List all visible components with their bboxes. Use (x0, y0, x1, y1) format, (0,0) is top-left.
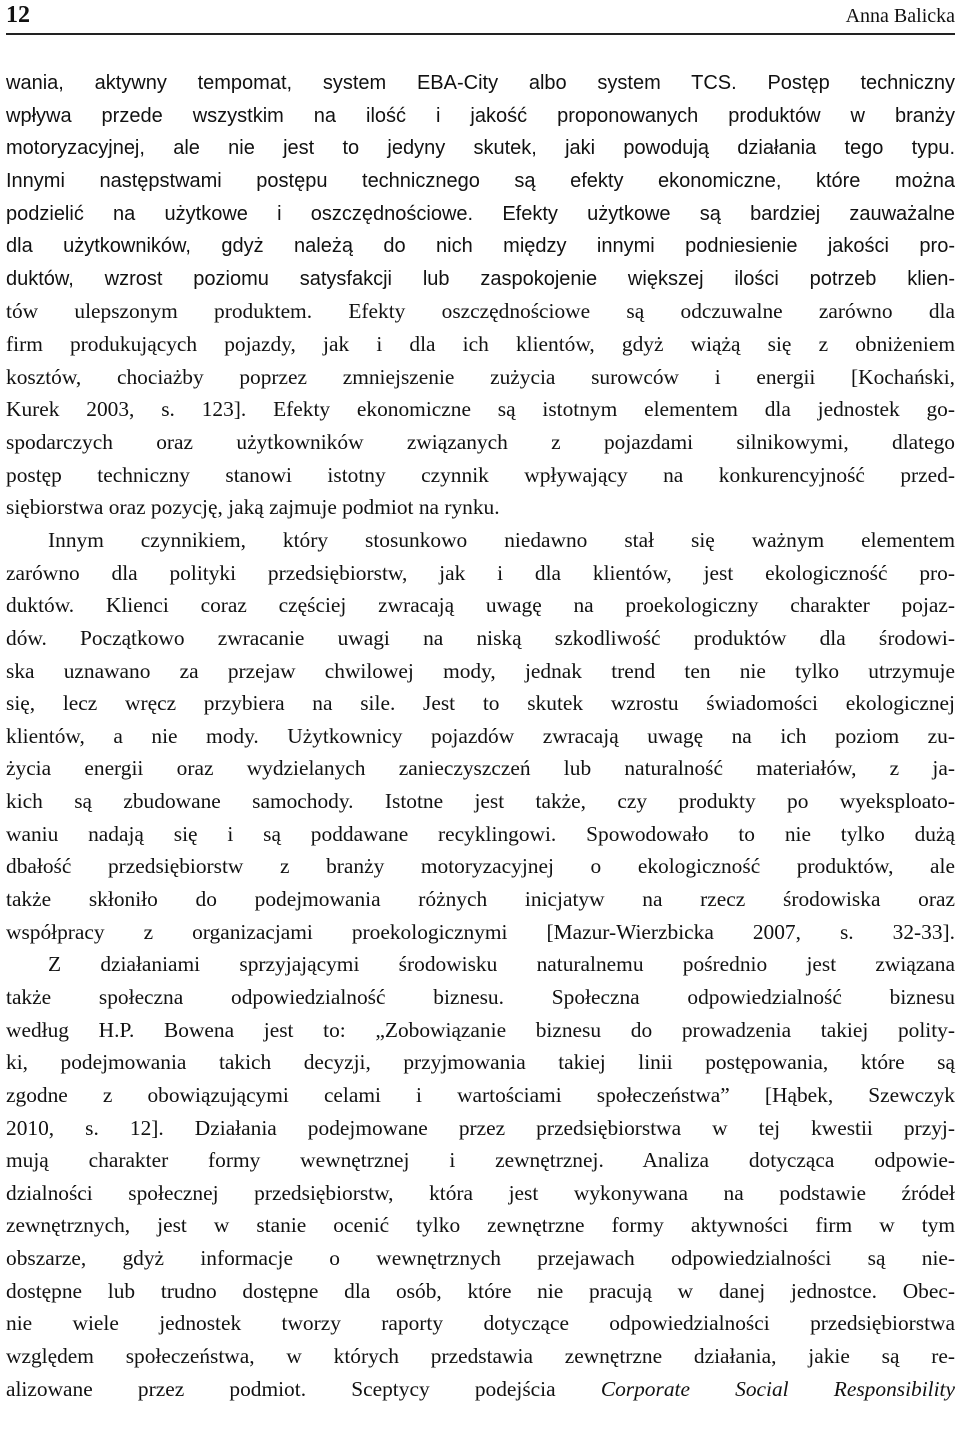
text-line (6, 328, 955, 361)
text-line (6, 589, 955, 622)
text-line (6, 1373, 955, 1406)
text-line-content: zgodne z obowiązującymi celami i wartościami społeczeństwa” [Hąbek, Szewczyk (6, 1082, 955, 1107)
text-line (6, 165, 955, 198)
body-text (6, 67, 955, 1405)
text-line-content: według H.P. Bowena jest to: „Zobowiązanie biznesu do prowadzenia takiej polity- (6, 1017, 955, 1042)
text-line (6, 622, 955, 655)
text-line (6, 295, 955, 328)
text-line-content: ska uznawano za przejaw chwilowej mody, jednak trend ten nie tylko utrzymuje (6, 658, 955, 683)
text-line (6, 850, 955, 883)
text-line (6, 361, 955, 394)
text-line (6, 1079, 955, 1112)
text-line-content: dzialności społecznej przedsiębiorstw, która jest wykonywana na podstawie źródeł (6, 1180, 955, 1205)
text-line (6, 883, 955, 916)
italic-term: Corporate Social Responsibility (600, 1376, 955, 1401)
text-line-content: duktów, wzrost poziomu satysfakcji lub zaspokojenie większej ilości potrzeb klien- (6, 267, 955, 290)
text-line-content: Innym czynnikiem, który stosunkowo niedawno stał się ważnym elementem (48, 527, 955, 552)
text-line-content: ki, podejmowania takich decyzji, przyjmowania takiej linii postępowania, które są (6, 1050, 955, 1075)
text-line (6, 752, 955, 785)
text-line (6, 263, 955, 296)
text-line-content: siębiorstwa oraz pozycję, jaką zajmuje podmiot na rynku. (6, 495, 500, 520)
text-line-content: zarówno dla polityki przedsiębiorstw, jak i dla klientów, jest ekologiczność pro- (6, 560, 955, 585)
text-line-content: postęp techniczny stanowi istotny czynnik wpływający na konkurencyjność przed- (6, 462, 955, 487)
text-line (6, 132, 955, 165)
text-line (6, 426, 955, 459)
text-line-content: tów ulepszonym produktem. Efekty oszczędnościowe są odczuwalne zarówno dla (6, 299, 955, 324)
text-line (6, 1242, 955, 1275)
text-line (6, 1307, 955, 1340)
text-line-content: klientów, a nie mody. Użytkownicy pojazdów zwracają uwagę na ich poziom zu- (6, 723, 955, 748)
text-line (6, 100, 955, 133)
text-line (6, 1014, 955, 1047)
text-line-content: się, lecz wręcz przybiera na sile. Jest to skutek wzrostu świadomości ekologicznej (6, 691, 955, 716)
text-line-content: kosztów, chociażby poprzez zmniejszenie zużycia surowców i energii [Kochański, (6, 364, 955, 389)
text-line-content: zewnętrznych, jest w stanie ocenić tylko zewnętrzne formy aktywności firm w tym (6, 1213, 955, 1238)
text-line-content: względem społeczeństwa, w których przedstawia zewnętrzne działania, jakie są re- (6, 1343, 955, 1368)
text-line-content: dów. Początkowo zwracanie uwagi na niską szkodliwość produktów dla środowi- (6, 625, 955, 650)
text-line (6, 785, 955, 818)
text-line-content: dla użytkowników, gdyż należą do nich między innymi podniesienie jakości pro- (6, 235, 955, 258)
text-line-content: Z działaniami sprzyjającymi środowisku naturalnemu pośrednio jest związana (48, 952, 955, 977)
text-line (6, 981, 955, 1014)
text-line (6, 1112, 955, 1145)
text-line (6, 491, 955, 524)
text-line (6, 459, 955, 492)
text-line-content: dostępne lub trudno dostępne dla osób, które nie pracują w danej jednostce. Obec- (6, 1278, 955, 1303)
text-line (6, 655, 955, 688)
text-line-content: Innymi następstwami postępu technicznego są efekty ekonomiczne, które można (6, 169, 955, 192)
text-line-content: kich są zbudowane samochody. Istotne jest także, czy produkty po wyeksploato- (6, 789, 955, 814)
text-line-content: alizowane przez podmiot. Sceptycy podejścia (6, 1376, 601, 1401)
running-head-author: Anna Balicka (845, 5, 955, 27)
text-line (6, 1144, 955, 1177)
text-line-content: także skłoniło do podejmowania różnych inicjatyw na rzecz środowiska oraz (6, 887, 955, 912)
text-line (6, 230, 955, 263)
text-line (6, 524, 955, 557)
text-line (6, 67, 955, 100)
text-line (6, 198, 955, 231)
text-line (6, 687, 955, 720)
text-line (6, 1177, 955, 1210)
text-line-content: waniu nadają się i są poddawane recyklingowi. Spowodowało to nie tylko dużą (6, 821, 955, 846)
text-line-content: mują charakter formy wewnętrznej i zewnętrznej. Analiza dotycząca odpowie- (6, 1148, 955, 1173)
page-number: 12 (6, 2, 30, 28)
text-line (6, 948, 955, 981)
text-line (6, 1046, 955, 1079)
text-line (6, 1275, 955, 1308)
text-line-content: nie wiele jednostek tworzy raporty dotyczące odpowiedzialności przedsiębiorstwa (6, 1311, 955, 1336)
page-header (6, 0, 955, 35)
text-line (6, 916, 955, 949)
text-line-content: 2010, s. 12]. Działania podejmowane przez przedsiębiorstwa w tej kwestii przyj- (6, 1115, 955, 1140)
text-line-content: wania, aktywny tempomat, system EBA-City albo system TCS. Postęp techniczny (6, 72, 955, 94)
text-line-content: spodarczych oraz użytkowników związanych z pojazdami silnikowymi, dlatego (6, 430, 955, 455)
text-line (6, 1209, 955, 1242)
text-line (6, 1340, 955, 1373)
text-line (6, 818, 955, 851)
text-line-content: współpracy z organizacjami proekologicznymi [Mazur-Wierzbicka 2007, s. 32-33]. (6, 919, 955, 944)
text-line-content: dbałość przedsiębiorstw z branży motoryzacyjnej o ekologiczność produktów, ale (6, 854, 955, 879)
text-line-content: także społeczna odpowiedzialność biznesu. Społeczna odpowiedzialność biznesu (6, 984, 955, 1009)
text-line-content: firm produkujących pojazdy, jak i dla ich klientów, gdyż wiążą się z obniżeniem (6, 332, 955, 357)
text-line (6, 720, 955, 753)
text-line-content: duktów. Klienci coraz częściej zwracają uwagę na proekologiczny charakter pojaz- (6, 593, 955, 618)
text-line-content: obszarze, gdyż informacje o wewnętrznych przejawach odpowiedzialności są nie- (6, 1246, 955, 1271)
text-line (6, 557, 955, 590)
text-line-content: Kurek 2003, s. 123]. Efekty ekonomiczne są istotnym elementem dla jednostek go- (6, 397, 955, 422)
text-line (6, 393, 955, 426)
text-line-content: podzielić na użytkowe i oszczędnościowe. Efekty użytkowe są bardziej zauważalne (6, 202, 955, 225)
text-line-content: wpływa przede wszystkim na ilość i jakość proponowanych produktów w branży (6, 104, 955, 127)
text-line-content: życia energii oraz wydzielanych zanieczyszczeń lub naturalność materiałów, z ja- (6, 756, 955, 781)
text-line-content: motoryzacyjnej, ale nie jest to jedyny skutek, jaki powodują działania tego typu. (6, 137, 955, 160)
